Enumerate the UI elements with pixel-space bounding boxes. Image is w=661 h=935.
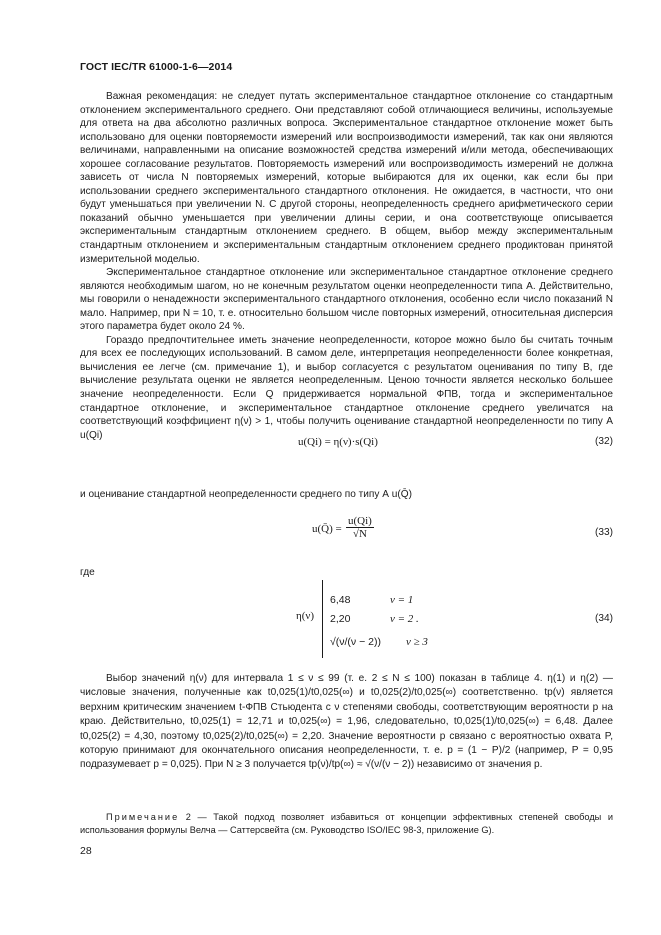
formula-34-row-2-value: 2,20: [330, 613, 351, 625]
page-number: 28: [80, 845, 92, 857]
note-label: Примечание: [106, 812, 180, 822]
formula-32: [80, 432, 613, 456]
formula-34-row-3-value: √(ν/(ν − 2)): [330, 636, 381, 648]
formula-33-numerator: u(Qi): [348, 515, 372, 527]
formula-33-intro: и оценивание стандартной неопределенности среднего по типу А u(Q̄): [80, 489, 412, 500]
formula-33-fraction: [346, 515, 374, 540]
document-header: ГОСТ IEC/TR 61000-1-6—2014: [80, 61, 233, 73]
formula-33-denominator: √N: [352, 528, 367, 540]
main-text: [80, 90, 613, 442]
formula-34: [296, 580, 636, 658]
paragraph-2: Экспериментальное стандартное отклонение или экспериментальное стандартное отклонение среднего являются необходимым шагом, но не конечным результатом оценки неопределенности типа А. Действительно, мы говорили о ненадежности экспериментального стандартного отклонения, особенно если число показаний N мало. Например, при N = 10, т. е. относительно большом числе повторных измерений, относительная дисперсия этого параметра будет около 24 %.: [80, 267, 613, 333]
formula-34-row-2-cond: ν = 2 .: [390, 613, 419, 625]
formula-33: [80, 515, 613, 551]
formula-33-number: (33): [595, 527, 613, 538]
formula-34-row-1-cond: ν = 1: [390, 594, 414, 606]
paragraph-3: Гораздо предпочтительнее иметь значение неопределенности, которое можно было бы считать точным для всех ее последующих использований. В самом деле, интерпретация неопределенности более конкретная, вычисления ее легче (см. примечание 1), и выбор согласуется с результатом оценивания по типу В, где вычисление результата оценки не является неопределенным. Ценою точности является несколько большее значение неопределенности. Если Q придерживается нормальной ФПВ, тогда и экспериментальное стандартное отклонение, и экспериментальное стандартное отклонение среднего увеличатся на соответствующий коэффициент η(ν) > 1, чтобы получить оценивание стандартной неопределенности по типу А u(Qi): [80, 334, 613, 441]
formula-32-expression: u(Qi) = η(ν)·s(Qi): [298, 436, 378, 448]
formula-34-number: (34): [595, 613, 613, 624]
formula-34-lhs: η(ν): [296, 610, 315, 622]
note-text: 2 — Такой подход позволяет избавиться от концепции эффективных степеней свободы и использования формулы Велча — Саттерсвейта (см. Руководство ISO/IEC 98-3, приложение G).: [80, 812, 614, 835]
explanation-paragraph: Выбор значений η(ν) для интервала 1 ≤ ν ≤ 99 (т. е. 2 ≤ N ≤ 100) показан в таблице 4. η(1) и η(2) — числовые значения, полученные как t0,025(1)/t0,025(∞) и t0,025(2)/t0,025(∞) соответственно. tp(ν) является верхним критическим значением t-ФПВ Стьюдента с ν степенями свободы, соответствующим вероятности p на краю. Действительно, t0,025(1) = 12,71 и t0,025(∞) = 1,96, следовательно, t0,025(1)/t0,025(∞) = 6,48. Далее t0,025(2) = 4,30, поэтому t0,025(2)/t0,025(∞) = 2,20. Значение вероятности p связано с вероятностью охвата P, которую принимают для окончательного описания неопределенности, т. е. p = (1 − P)/2 (например, P = 0,95 подразумевает p = 0,025). При N ≥ 3 получается tp(ν)/tp(∞) ≈ √(ν/(ν − 2)) независимо от значения p.: [80, 673, 613, 771]
formula-34-brace: [322, 580, 329, 658]
formula-32-number: (32): [595, 436, 613, 447]
formula-34-row-1-value: 6,48: [330, 594, 351, 606]
explanation-text: [80, 672, 613, 773]
where-label: где: [80, 567, 95, 578]
paragraph-1: Важная рекомендация: не следует путать экспериментальное стандартное отклонение со стандартным отклонением экспериментального среднего. Они представляют собой отличающиеся величины, используемые для ответа на два абсолютно различных вопроса. Экспериментальное стандартное отклонение может быть использовано для оценки повторяемости измерений или воспроизводимости измерений, так как они являются величинами, направленными на описание возможностей средства измерений и/или метода, обеспечивающих хорошее согласование результатов. Повторяемость измерений или воспроизводимость измерений не должна зависеть от числа N повторяемых измерений, которые выбираются для их оценки, как если бы при использовании среднего экспериментального стандартного отклонения. Не ожидается, в частности, что они будут уменьшаться при увеличении N. С другой стороны, неопределенность среднего арифметического серии показаний обычно уменьшается при увеличении длины серии, и она соответствующе описывается экспериментальным стандартным отклонением среднего. В общем, выбор между экспериментальным стандартным отклонением и экспериментальным стандартным отклонением среднего продиктован принятой измерительной моделью.: [80, 91, 613, 265]
note: [80, 811, 613, 836]
formula-34-row-3-cond: ν ≥ 3: [406, 636, 428, 648]
formula-33-lhs: u(Q̄) =: [312, 523, 342, 535]
